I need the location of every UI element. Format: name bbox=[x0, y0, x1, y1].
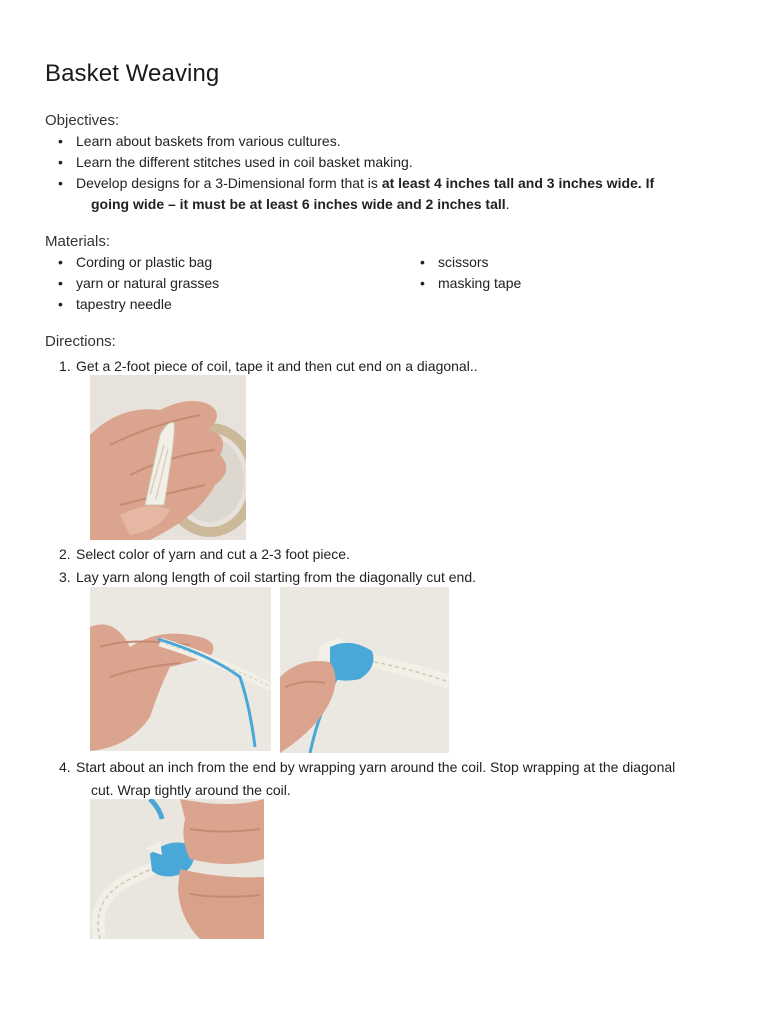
list-item: • Cording or plastic bag bbox=[45, 252, 385, 273]
list-item: • tapestry needle bbox=[45, 294, 385, 315]
direction-step-4: 4. Start about an inch from the end by wrapping yarn around the coil. Stop wrapping at the diagonal cut. Wrap tightly around the coil. bbox=[59, 759, 676, 798]
photo-wrapping-yarn bbox=[90, 799, 264, 939]
list-item: • scissors bbox=[407, 252, 707, 273]
objective-bold-requirement: at least 4 inches tall and 3 inches wide. If bbox=[381, 175, 655, 191]
direction-step-3: 3. Lay yarn along length of coil starting from the diagonally cut end. bbox=[59, 569, 477, 585]
objectives-list bbox=[45, 131, 735, 215]
bullet-icon: • bbox=[58, 275, 63, 291]
photo-wrapping-yarn-image bbox=[90, 799, 264, 939]
bullet-icon: • bbox=[420, 275, 425, 291]
direction-step-2: 2. Select color of yarn and cut a 2-3 foot piece. bbox=[59, 546, 350, 562]
list-item: • Develop designs for a 3-Dimensional form that is at least 4 inches tall and 3 inches wide. If going wide – it must be at least 6 inches wide and 2 inches tall. bbox=[58, 175, 655, 212]
bullet-icon: • bbox=[58, 154, 63, 170]
photo-yarn-along-coil-image bbox=[90, 587, 271, 751]
list-item: • Learn the different stitches used in coil basket making. bbox=[45, 152, 735, 173]
directions-heading: Directions: bbox=[45, 333, 116, 350]
bullet-icon: • bbox=[58, 133, 63, 149]
list-item: • masking tape bbox=[407, 273, 707, 294]
photo-yarn-held-on-coil-image bbox=[280, 587, 449, 753]
bullet-icon: • bbox=[420, 254, 425, 270]
materials-heading: Materials: bbox=[45, 233, 111, 250]
objective-bold-requirement-continued: going wide – it must be at least 6 inches wide and 2 inches tall bbox=[91, 196, 506, 212]
objectives-heading: Objectives: bbox=[45, 112, 120, 129]
photo-yarn-along-coil bbox=[90, 587, 271, 751]
photo-coil-cut-diagonal-image bbox=[90, 375, 246, 540]
page-title: Basket Weaving bbox=[45, 60, 220, 87]
list-item: • yarn or natural grasses bbox=[45, 273, 385, 294]
photo-yarn-held-on-coil bbox=[280, 587, 449, 753]
direction-step-1: 1. Get a 2-foot piece of coil, tape it and then cut end on a diagonal.. bbox=[59, 358, 478, 374]
materials-list-left bbox=[45, 252, 385, 315]
bullet-icon: • bbox=[58, 296, 63, 312]
bullet-icon: • bbox=[58, 254, 63, 270]
list-item: • Learn about baskets from various cultures. bbox=[45, 131, 735, 152]
materials-list-right bbox=[407, 252, 707, 294]
bullet-icon: • bbox=[58, 175, 63, 191]
photo-coil-cut-diagonal bbox=[90, 375, 246, 540]
